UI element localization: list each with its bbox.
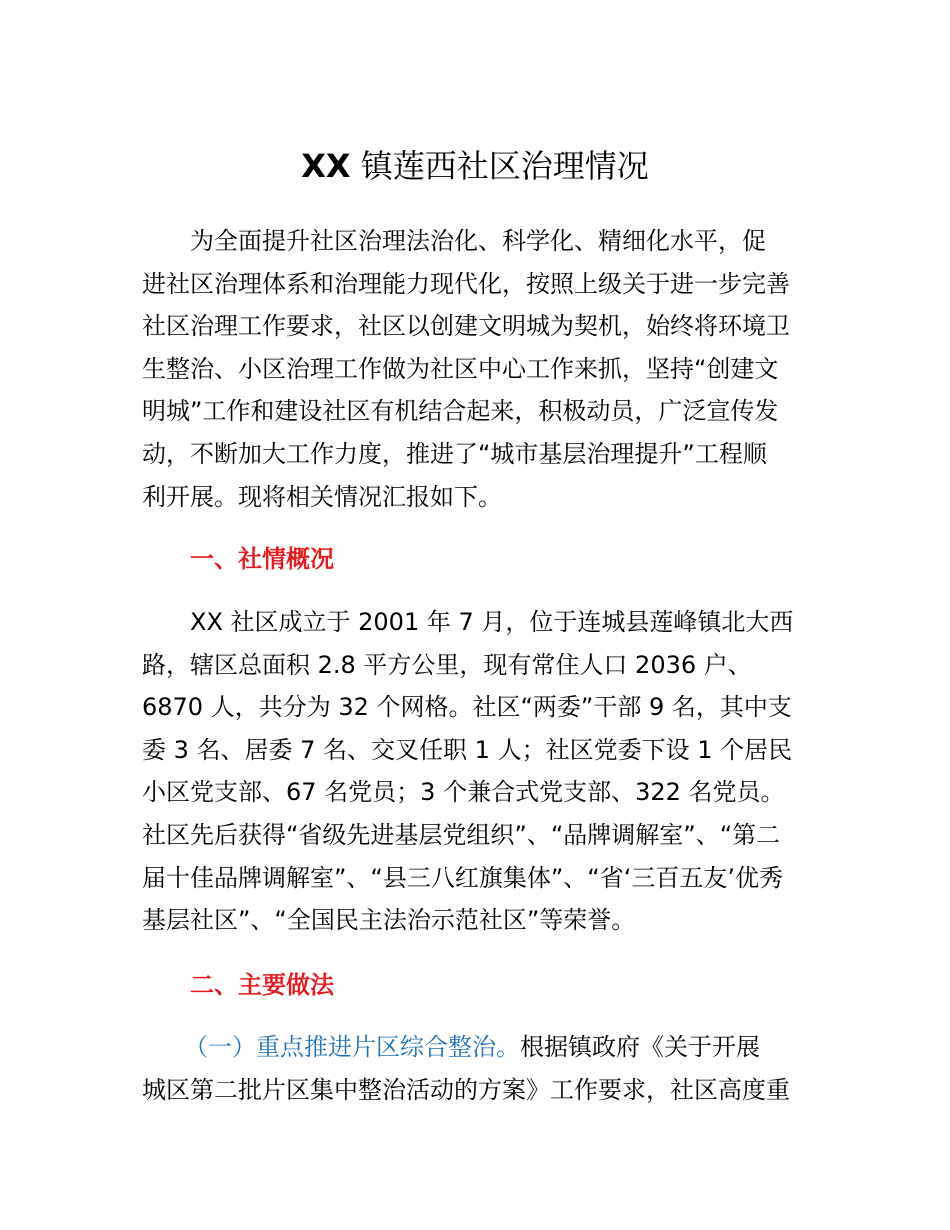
paragraph-line: 利开展。现将相关情况汇报如下。 <box>142 482 502 511</box>
overview-paragraph <box>142 601 814 942</box>
title-prefix: XX <box>301 147 351 185</box>
subsection-paragraph <box>142 1026 814 1111</box>
paragraph-line: 路，辖区总面积 2.8 平方公里，现有常住人口 2036 户、 <box>142 650 752 679</box>
paragraph-line: 城区第二批片区集中整治活动的方案》工作要求，社区高度重 <box>142 1075 790 1104</box>
subsection-heading: （一）重点推进片区综合整治。 <box>184 1033 520 1061</box>
paragraph-line: 进社区治理体系和治理能力现代化，按照上级关于进一步完善 <box>142 269 790 298</box>
paragraph-line: 委 3 名、居委 7 名、交叉任职 1 人；社区党委下设 1 个居民 <box>142 735 793 764</box>
title-text: 镇莲西社区治理情况 <box>350 147 649 185</box>
intro-paragraph <box>142 220 814 518</box>
subsection-text: 根据镇政府《关于开展 <box>520 1033 760 1061</box>
section-heading-main-practices: 二、主要做法 <box>190 971 334 999</box>
paragraph-line: 届十佳品牌调解室”、“县三八红旗集体”、“省‘三百五友’优秀 <box>142 863 783 892</box>
paragraph-line: 6870 人，共分为 32 个网格。社区“两委”干部 9 名，其中支 <box>142 693 792 722</box>
paragraph-line: 小区党支部、67 名党员；3 个兼合式党支部、322 名党员。 <box>142 778 785 807</box>
paragraph-line: 为全面提升社区治理法治化、科学化、精细化水平，促 <box>190 227 766 255</box>
paragraph-line: 基层社区”、“全国民主法治示范社区”等荣誉。 <box>142 906 636 935</box>
paragraph-line: 社区先后获得“省级先进基层党组织”、“品牌调解室”、“第二 <box>142 820 781 849</box>
paragraph-line: 动，不断加大工作力度，推进了“城市基层治理提升”工程顺 <box>142 439 767 468</box>
section-heading-overview: 一、社情概况 <box>190 545 334 573</box>
paragraph-line: 明城”工作和建设社区有机结合起来，积极动员，广泛宣传发 <box>142 397 779 426</box>
paragraph-line: 社区治理工作要求，社区以创建文明城为契机，始终将环境卫 <box>142 312 790 341</box>
paragraph-line <box>142 1026 814 1069</box>
paragraph-line: 生整治、小区治理工作做为社区中心工作来抓，坚持“创建文 <box>142 354 779 383</box>
document-title <box>0 142 950 190</box>
paragraph-line: XX 社区成立于 2001 年 7 月，位于连城县莲峰镇北大西 <box>190 608 794 636</box>
